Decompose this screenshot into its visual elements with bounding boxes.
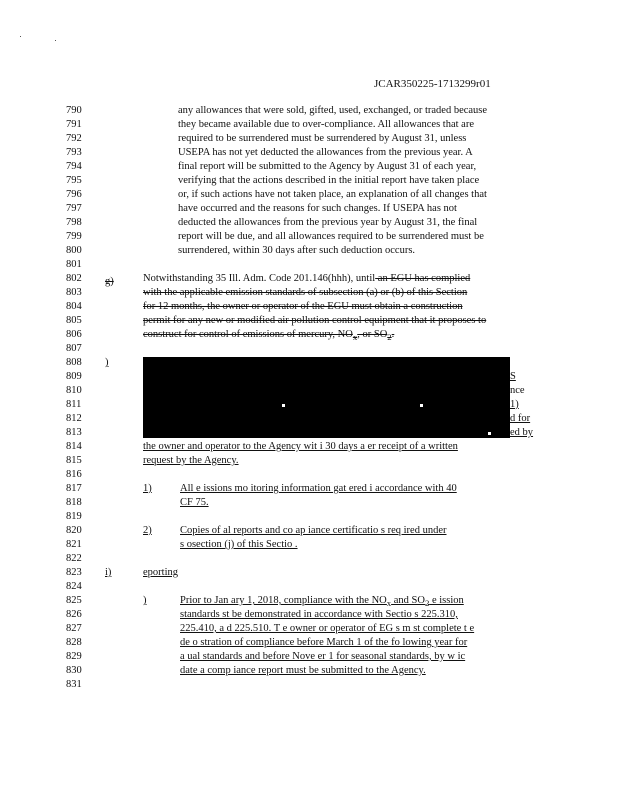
line-number: 817 (66, 483, 82, 494)
line-number: 823 (66, 567, 82, 578)
redaction-fragment: 1) (510, 399, 519, 410)
line-number: 820 (66, 525, 82, 536)
redaction-speck (488, 432, 491, 435)
line-number: 814 (66, 441, 82, 452)
item-g-line-1: Notwithstanding 35 Ill. Adm. Code 201.146(hhh), until an EGU has complied (143, 273, 471, 284)
line-number: 815 (66, 455, 82, 466)
paragraph-line: final report will be submitted to the Agency by August 31 of each year, (178, 161, 477, 172)
item-i-heading: eporting (143, 567, 178, 578)
redaction-fragment: d for (510, 413, 531, 424)
item-h-line-815: request by the Agency. (143, 455, 239, 466)
line-number: 808 (66, 357, 82, 368)
line-number: 795 (66, 175, 82, 186)
item-g-line-3: for 12 months, the owner or operator of the EGU must obtain a construction (143, 301, 463, 312)
line-number: 802 (66, 273, 82, 284)
line-number: 791 (66, 119, 82, 130)
paragraph-line: have occurred and the reasons for such changes. If USEPA has not (178, 203, 457, 214)
item-i-1-line-830: date a comp iance report must be submitted to the Agency. (180, 665, 426, 676)
paragraph-line: any allowances that were sold, gifted, used, exchanged, or traded because (178, 105, 488, 116)
item-g-line-4: permit for any new or modified air pollution control equipment that it proposes to (143, 315, 487, 326)
line-number: 811 (66, 399, 82, 410)
redaction-fragment: nce (510, 385, 525, 396)
line-number: 828 (66, 637, 82, 648)
line-number: 792 (66, 133, 82, 144)
item-h-1-marker: 1) (143, 483, 152, 494)
item-g-line-2: with the applicable emission standards of subsection (a) or (b) of this Section (143, 287, 468, 298)
line-number: 816 (66, 469, 82, 480)
item-g-line-5: construct for control of emissions of mercury, $NO_x$, or $SO_2$. (143, 329, 395, 343)
item-h-1-line-1: All e issions mo itoring information gat ered i accordance with 40 (180, 483, 457, 494)
item-h-2-marker: 2) (143, 525, 152, 536)
line-number: 793 (66, 147, 82, 158)
line-number: 825 (66, 595, 82, 606)
line-number: 831 (66, 679, 82, 690)
redaction-block (143, 357, 510, 438)
line-number: 807 (66, 343, 82, 354)
item-h-line-814: the owner and operator to the Agency wit i 30 days a er receipt of a written (143, 441, 458, 452)
line-number: 790 (66, 105, 82, 116)
item-h-2-line-2: s osection (j) of this Sectio . (180, 539, 298, 550)
item-i-1-line-826: standards st be demonstrated in accordance with Sectio s 225.310, (180, 609, 458, 620)
line-number: 800 (66, 245, 82, 256)
line-number: 796 (66, 189, 82, 200)
item-i-1-line-825: Prior to Jan ary 1, 2018, compliance with the $NO_x$ and $SO_2$ e ission (180, 595, 464, 609)
line-number: 797 (66, 203, 82, 214)
item-i-marker: i) (105, 567, 112, 578)
item-h-2-line-1: Copies of al reports and co ap iance certificatio s req ired under (180, 525, 447, 536)
line-number: 830 (66, 665, 82, 676)
redaction-speck (282, 404, 285, 407)
paragraph-line: they became available due to over-compliance. All allowances that are (178, 119, 474, 130)
item-i-1-line-828: de o stration of compliance before March 1 of the fo lowing year for (180, 637, 468, 648)
item-i-1-marker: ) (143, 595, 147, 606)
item-i-1-line-829: a ual standards and before Nove er 1 for seasonal standards, by w ic (180, 651, 466, 662)
line-number: 827 (66, 623, 82, 634)
paragraph-line: deducted the allowances from the previous year by August 31, the final (178, 217, 478, 228)
line-number: 810 (66, 385, 82, 396)
line-number: 819 (66, 511, 82, 522)
line-number: 803 (66, 287, 82, 298)
redaction-fragment: S (510, 371, 516, 382)
line-number: 821 (66, 539, 82, 550)
line-number: 806 (66, 329, 82, 340)
line-number: 826 (66, 609, 82, 620)
line-number: 824 (66, 581, 82, 592)
redaction-fragment: ed by (510, 427, 534, 438)
item-g-marker: g) (105, 276, 114, 287)
line-number: 801 (66, 259, 82, 270)
paragraph-line: or, if such actions have not taken place, an explanation of all changes that (178, 189, 487, 200)
item-h-marker: ) (105, 357, 109, 368)
line-number: 794 (66, 161, 82, 172)
paragraph-line: required to be surrendered must be surrendered by August 31, unless (178, 133, 467, 144)
line-number: 804 (66, 301, 82, 312)
paragraph-line: report will be due, and all allowances required to be surrendered must be (178, 231, 484, 242)
line-number: 812 (66, 413, 82, 424)
line-number: 799 (66, 231, 82, 242)
paragraph-line: USEPA has not yet deducted the allowances from the previous year. A (178, 147, 473, 158)
item-i-1-line-827: 225.410, a d 225.510. T e owner or operator of EG s m st complete t e (180, 623, 475, 634)
scan-speck (20, 36, 21, 37)
redaction-speck (420, 404, 423, 407)
line-number: 798 (66, 217, 82, 228)
paragraph-line: surrendered, within 30 days after such deduction occurs. (178, 245, 416, 256)
scan-speck (55, 40, 56, 41)
document-id: JCAR350225-1713299r01 (374, 78, 491, 90)
line-number: 829 (66, 651, 82, 662)
line-number: 813 (66, 427, 82, 438)
line-number: 805 (66, 315, 82, 326)
line-number: 809 (66, 371, 82, 382)
line-number: 818 (66, 497, 82, 508)
paragraph-line: verifying that the actions described in the initial report have taken place (178, 175, 480, 186)
item-h-1-line-2: CF 75. (180, 497, 209, 508)
line-number: 822 (66, 553, 82, 564)
